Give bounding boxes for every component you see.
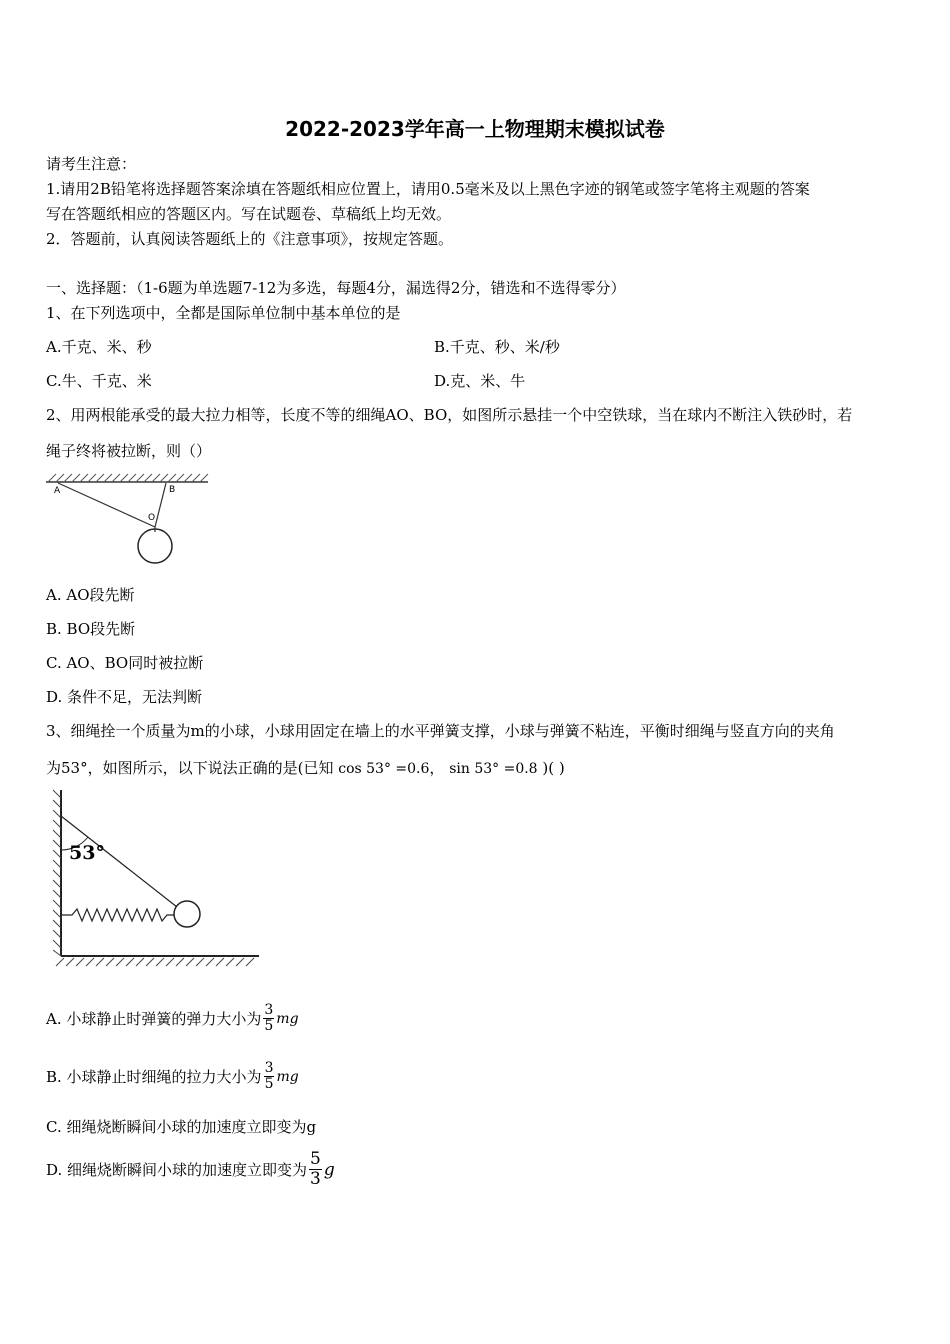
fraction-3-5 — [264, 1061, 275, 1092]
q1-option-a: A.千克、米、秒 — [46, 338, 152, 356]
notice-heading: 请考生注意： — [46, 155, 137, 173]
denominator: 5 — [264, 1018, 274, 1034]
section-heading: 一、选择题：（1-6题为单选题7-12为多选，每题4分，漏选得2分，错选和不选得零分） — [46, 279, 626, 297]
q1-option-d: D.克、米、牛 — [434, 372, 526, 390]
cos-value: cos 53° =0.6 — [338, 761, 430, 777]
notice-line-1b: 写在答题纸相应的答题区内。写在试题卷、草稿纸上均无效。 — [46, 205, 452, 223]
q3-option-b-text: B. 小球静止时细绳的拉力大小为 — [46, 1068, 262, 1086]
denominator: 5 — [264, 1076, 274, 1092]
q3-figure — [44, 788, 266, 972]
q1-option-b: B.千克、秒、米/秒 — [434, 338, 560, 356]
q1-stem: 1、在下列选项中，全都是国际单位制中基本单位的是 — [46, 304, 401, 322]
iron-ball — [138, 529, 172, 563]
q3-option-a-text: A. 小球静止时弹簧的弹力大小为 — [46, 1010, 262, 1028]
label-b: B — [169, 485, 176, 495]
q3-option-d — [46, 1150, 335, 1189]
ball — [174, 901, 200, 927]
spring — [61, 909, 176, 921]
separator: ， — [429, 759, 445, 777]
q2-option-b: B. BO段先断 — [46, 620, 136, 638]
numerator: 5 — [310, 1149, 321, 1169]
angle-label: 53° — [69, 842, 105, 864]
q2-stem-line-1: 2、用两根能承受的最大拉力相等，长度不等的细绳AO、BO，如图所示悬挂一个中空铁球，当在球内不断注入铁砂时，若 — [46, 406, 853, 424]
q1-option-c: C.牛、千克、米 — [46, 372, 152, 390]
rope-ao — [58, 483, 155, 527]
q2-option-a: A. AO段先断 — [46, 586, 135, 604]
q2-option-d: D. 条件不足，无法判断 — [46, 688, 203, 706]
page-title: 2022-2023学年高一上物理期末模拟试卷 — [285, 117, 665, 141]
q3-option-d-text: D. 细绳烧断瞬间小球的加速度立即变为 — [46, 1161, 308, 1179]
q2-stem-line-2: 绳子终将被拉断，则（） — [46, 442, 212, 460]
notice-line-2: 2．答题前，认真阅读答题纸上的《注意事项》，按规定答题。 — [46, 230, 454, 248]
q2-option-c: C. AO、BO同时被拉断 — [46, 654, 204, 672]
fraction-3-5 — [263, 1003, 274, 1034]
fraction-5-3 — [309, 1150, 322, 1189]
unit-g: g — [323, 1159, 335, 1180]
answer-blank: )( ) — [542, 759, 565, 777]
q3-stem-line-1: 3、细绳拴一个质量为m的小球，小球用固定在墙上的水平弹簧支撑，小球与弹簧不粘连，平衡时细绳与竖直方向的夹角 — [46, 722, 835, 740]
denominator: 3 — [310, 1169, 321, 1189]
q3-option-b — [46, 1061, 299, 1092]
q3-option-c: C. 细绳烧断瞬间小球的加速度立即变为g — [46, 1118, 317, 1136]
label-o: O — [148, 513, 156, 523]
numerator: 3 — [264, 1060, 274, 1076]
q3-option-a — [46, 1003, 299, 1034]
q3-stem-prefix: 为53°，如图所示，以下说法正确的是(已知 — [46, 759, 334, 777]
rope-bo — [155, 483, 166, 527]
label-a: A — [54, 486, 61, 496]
unit-mg: mg — [276, 1010, 299, 1027]
numerator: 3 — [264, 1002, 274, 1018]
sin-value: sin 53° =0.8 — [449, 761, 538, 777]
notice-line-1a: 1.请用2B铅笔将选择题答案涂填在答题纸相应位置上，请用0.5毫米及以上黑色字迹的钢笔或签字笔将主观题的答案 — [46, 180, 810, 198]
q2-figure — [44, 470, 214, 572]
unit-mg: mg — [276, 1068, 299, 1085]
q3-stem-line-2 — [46, 757, 565, 778]
